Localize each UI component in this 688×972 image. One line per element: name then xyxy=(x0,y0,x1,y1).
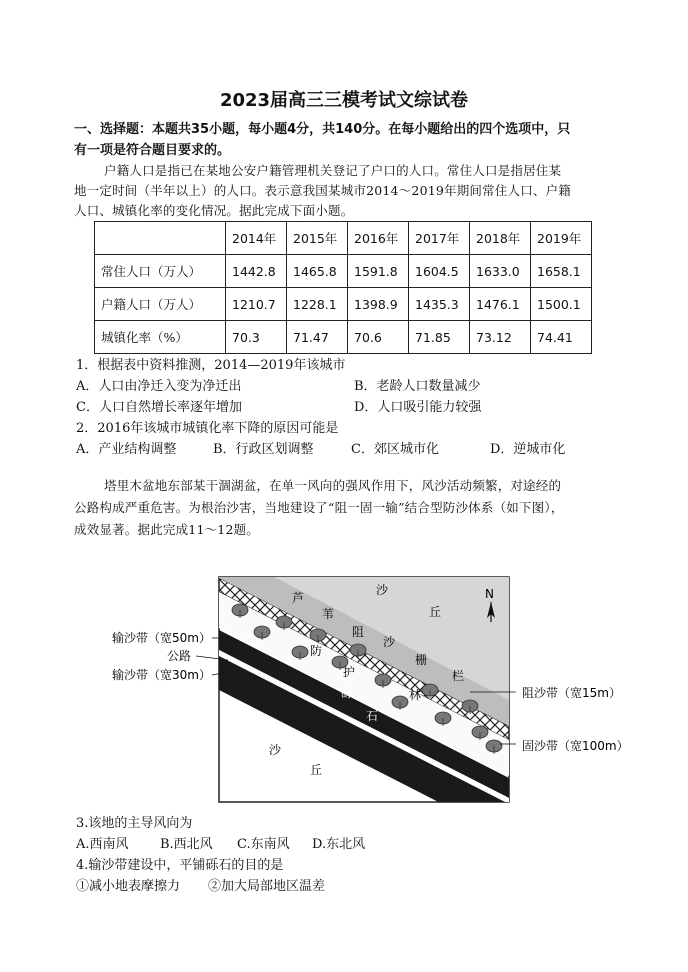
table-year-cell: 2014年 xyxy=(226,222,287,255)
question4-option-1: ①减小地表摩擦力 xyxy=(76,879,181,894)
question4-option-2: ②加大局部地区温差 xyxy=(208,879,326,894)
sand-top-label: 沙 xyxy=(376,583,389,597)
question1-option-c: C．人口自然增长率逐年增加 xyxy=(76,400,242,415)
table-cell: 1398.9 xyxy=(348,288,409,321)
gravel-char: 石 xyxy=(366,709,379,723)
table-corner-cell xyxy=(95,222,226,255)
table-cell: 1476.1 xyxy=(470,288,531,321)
table-cell: 74.41 xyxy=(531,321,592,354)
question2-option-d: D．逆城市化 xyxy=(490,442,566,457)
section-heading-cont: 有一项是符合题目要求的。 xyxy=(74,143,231,158)
table-row-label: 常住人口（万人） xyxy=(95,255,226,288)
question3-stem: 3.该地的主导风向为 xyxy=(76,816,193,831)
table-row xyxy=(95,321,592,354)
table-cell: 71.85 xyxy=(409,321,470,354)
question2-option-c: C．郊区城市化 xyxy=(351,442,439,457)
block-belt-label: 阻沙带（宽15m） xyxy=(522,686,621,700)
table-cell: 1228.1 xyxy=(287,288,348,321)
table-cell: 1604.5 xyxy=(409,255,470,288)
table-cell: 1658.1 xyxy=(531,255,592,288)
table-cell: 73.12 xyxy=(470,321,531,354)
north-label: N xyxy=(485,587,494,601)
belt50-label: 输沙带（宽50m） xyxy=(112,631,211,645)
table-year-cell: 2015年 xyxy=(287,222,348,255)
reed-char: 苇 xyxy=(322,607,335,621)
table-year-cell: 2016年 xyxy=(348,222,409,255)
reed-char: 芦 xyxy=(292,591,305,605)
question1-option-b: B．老龄人口数量减少 xyxy=(354,379,481,394)
table-cell: 1591.8 xyxy=(348,255,409,288)
fix-belt-label: 固沙带（宽100m） xyxy=(522,739,629,753)
table-cell: 1633.0 xyxy=(470,255,531,288)
dune-top-label: 丘 xyxy=(429,605,442,619)
question1-stem: 1．根据表中资料推测，2014—2019年该城市 xyxy=(76,358,346,373)
reed-char: 沙 xyxy=(383,635,396,649)
table-row-label: 户籍人口（万人） xyxy=(95,288,226,321)
page-title: 2023届高三三模考试文综试卷 xyxy=(219,90,469,111)
question2-stem: 2．2016年该城市城镇化率下降的原因可能是 xyxy=(76,421,339,436)
table-cell: 71.47 xyxy=(287,321,348,354)
question1-option-a: A．人口由净迁入变为净迁出 xyxy=(76,379,242,394)
passage2-line2: 公路构成严重危害。为根治沙害，当地建设了“阻一固一输”结合型防沙体系（如下图）， xyxy=(74,500,564,515)
table-row xyxy=(95,288,592,321)
question3-option-b: B.西北风 xyxy=(160,837,213,852)
question3-option-c: C.东南风 xyxy=(237,837,290,852)
table-header-row xyxy=(95,222,592,255)
table-row xyxy=(95,255,592,288)
section-heading: 一、选择题：本题共35小题，每小题4分，共140分。在每小题给出的四个选项中，只 xyxy=(74,122,571,137)
table-row-label: 城镇化率（%） xyxy=(95,321,226,354)
table-year-cell: 2018年 xyxy=(470,222,531,255)
reed-char: 阻 xyxy=(352,625,365,639)
passage2-line1: 塔里木盆地东部某干涸湖盆，在单一风向的强风作用下，风沙活动频繁，对途经的 xyxy=(104,478,562,493)
gravel-char: 砾 xyxy=(341,686,354,700)
question2-option-a: A．产业结构调整 xyxy=(76,442,177,457)
table-cell: 70.3 xyxy=(226,321,287,354)
table-cell: 1210.7 xyxy=(226,288,287,321)
sand-bottom-label: 沙 xyxy=(269,743,282,757)
question3-option-a: A.西南风 xyxy=(76,837,129,852)
table-cell: 1465.8 xyxy=(287,255,348,288)
passage1-line3: 人口、城镇化率的变化情况。据此完成下面小题。 xyxy=(74,203,354,218)
belt30-label: 输沙带（宽30m） xyxy=(112,668,211,682)
table-year-cell: 2019年 xyxy=(531,222,592,255)
passage1-line2: 地一定时间（半年以上）的人口。表示意我国某城市2014～2019年期间常住人口、户籍 xyxy=(74,183,572,198)
question3-option-d: D.东北风 xyxy=(312,837,366,852)
forest-char: 护 xyxy=(343,665,356,679)
reed-char: 栏 xyxy=(452,669,465,683)
sand-control-diagram xyxy=(0,560,688,810)
population-table xyxy=(94,221,592,354)
table-cell: 1500.1 xyxy=(531,288,592,321)
passage1-line1: 户籍人口是指已在某地公安户籍管理机关登记了户口的人口。常住人口是指居住某 xyxy=(104,163,562,178)
table-year-cell: 2017年 xyxy=(409,222,470,255)
question2-option-b: B．行政区划调整 xyxy=(213,442,314,457)
table-cell: 1442.8 xyxy=(226,255,287,288)
question1-option-d: D．人口吸引能力较强 xyxy=(354,400,482,415)
road-label: 公路 xyxy=(167,649,192,663)
table-cell: 1435.3 xyxy=(409,288,470,321)
reed-char: 栅 xyxy=(415,653,428,667)
question4-stem: 4.输沙带建设中，平铺砾石的目的是 xyxy=(76,858,284,873)
forest-char: 林 xyxy=(409,688,422,702)
dune-bottom-label: 丘 xyxy=(310,763,323,777)
forest-char: 防 xyxy=(310,644,323,658)
table-cell: 70.6 xyxy=(348,321,409,354)
passage2-line3: 成效显著。据此完成11～12题。 xyxy=(74,522,260,537)
